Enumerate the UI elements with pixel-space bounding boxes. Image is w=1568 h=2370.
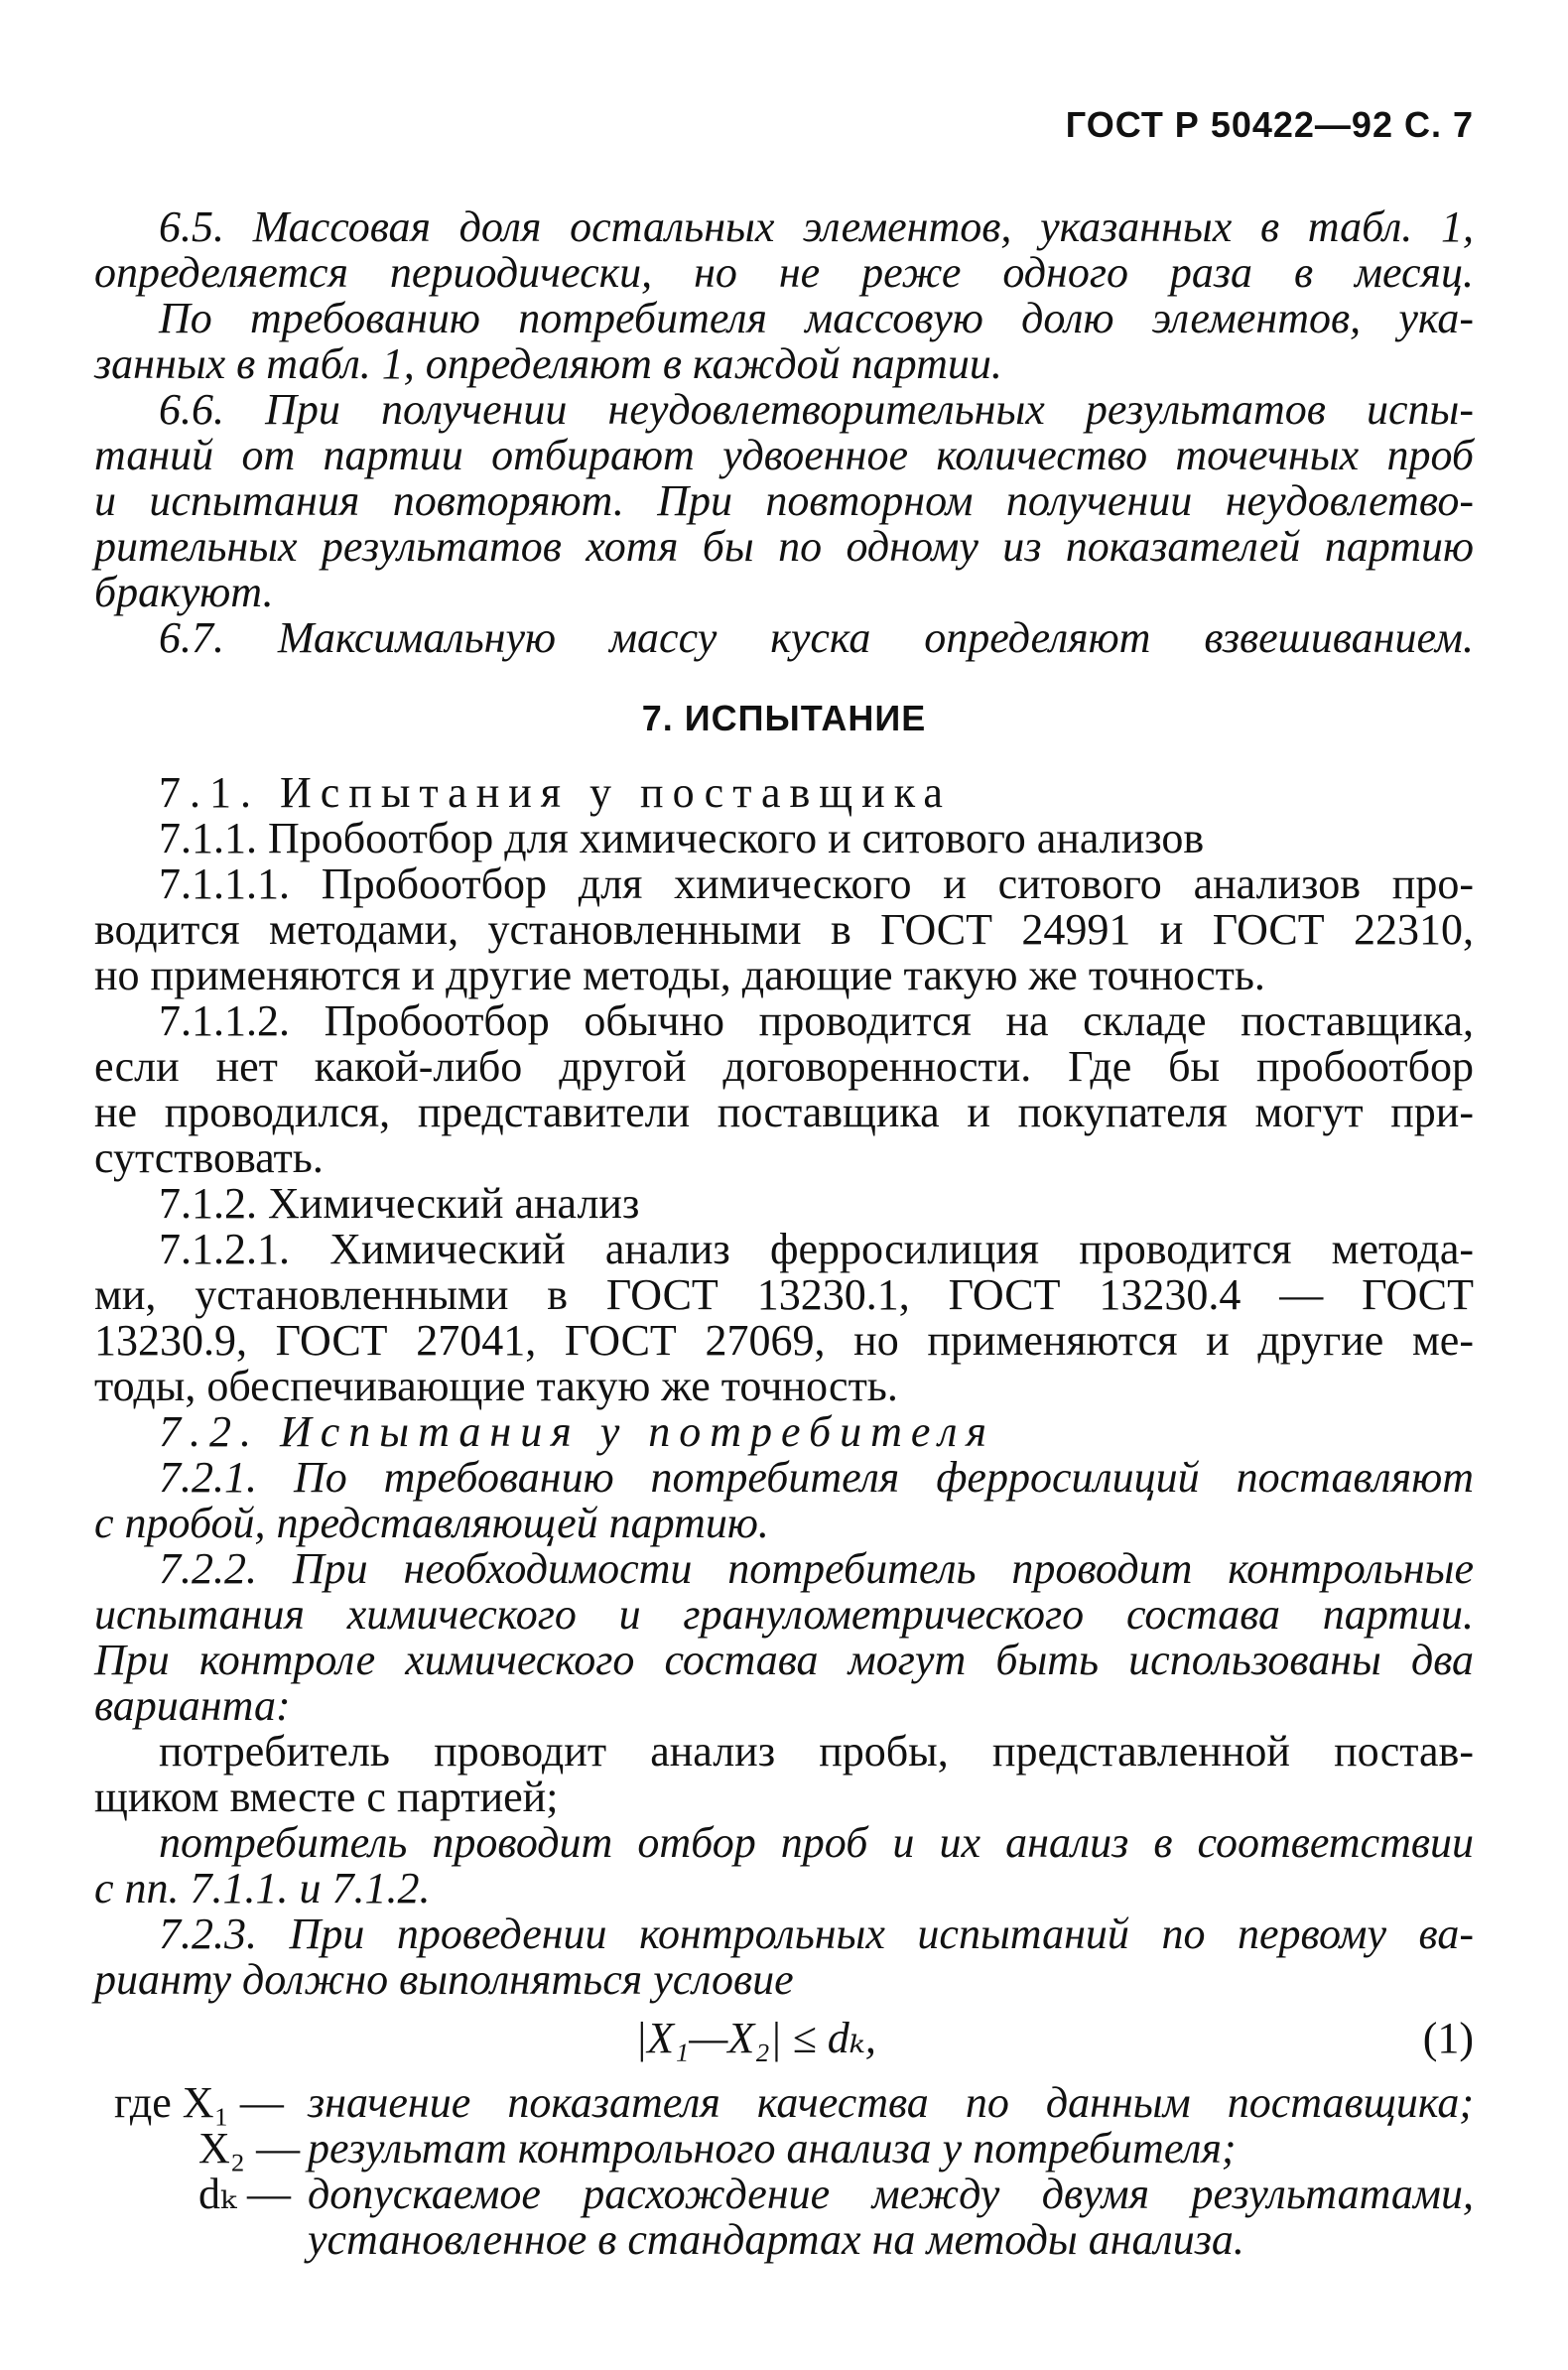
text-line: 6.7. Максимальную массу куска определяют взвешиванием.	[159, 613, 1474, 662]
text-line: но применяются и другие методы, дающие такую же точность.	[94, 951, 1265, 999]
text-line: с пп. 7.1.1. и 7.1.2.	[94, 1864, 431, 1912]
text-line: определяется периодически, но не реже одного раза в месяц.	[94, 248, 1474, 297]
x2-prefix: X₂ —	[198, 2124, 301, 2172]
text-line: занных в табл. 1, определяют в каждой партии.	[94, 339, 1002, 388]
text-line: ми, установленными в ГОСТ 13230.1, ГОСТ 13230.4 — ГОСТ	[94, 1270, 1474, 1319]
text-line: рительных результатов хотя бы по одному из показателей партию	[94, 522, 1474, 571]
text-line: 6.5. Массовая доля остальных элементов, указанных в табл. 1,	[159, 202, 1474, 251]
text-line: 13230.9, ГОСТ 27041, ГОСТ 27069, но применяются и другие ме-	[94, 1316, 1474, 1365]
text-line: 7.2.3. При проведении контрольных испытаний по первому ва-	[159, 1909, 1474, 1958]
subsection-heading: 7.1. Испытания у поставщика	[159, 768, 952, 817]
text-line: тоды, обеспечивающие такую же точность.	[94, 1362, 898, 1410]
page-header: ГОСТ Р 50422—92 С. 7	[1065, 104, 1474, 145]
definition-dk-cont: установленное в стандартах на методы анализа.	[308, 2215, 1244, 2264]
text-line: 7.1.1.2. Пробоотбор обычно проводится на складе поставщика,	[159, 996, 1474, 1045]
text-line: испытания химического и гранулометрического состава партии.	[94, 1590, 1474, 1639]
text-line: таний от партии отбирают удвоенное количество точечных проб	[94, 431, 1474, 479]
text-line: 6.6. При получении неудовлетворительных результатов испы-	[159, 385, 1474, 434]
text-line: варианта:	[94, 1681, 291, 1730]
dk-prefix: dₖ —	[198, 2170, 292, 2218]
equation: |X₁—X₂| ≤ dₖ,	[635, 2014, 876, 2062]
text-line: если нет какой-либо другой договоренности. Где бы пробоотбор	[94, 1042, 1474, 1091]
text-line: 7.1.2. Химический анализ	[159, 1179, 640, 1228]
text-line: с пробой, представляющей партию.	[94, 1499, 769, 1547]
text-line: щиком вместе с партией;	[94, 1773, 559, 1821]
text-line: рианту должно выполняться условие	[94, 1955, 794, 2004]
equation-number: (1)	[1422, 2014, 1474, 2062]
text-line: 7.1.1.1. Пробоотбор для химического и ситового анализов про-	[159, 859, 1474, 908]
where-prefix: где X₁ —	[114, 2078, 284, 2127]
text-line: бракуют.	[94, 568, 274, 616]
text-line: потребитель проводит отбор проб и их анализ в соответствии	[159, 1818, 1474, 1867]
definition-dk: допускаемое расхождение между двумя результатами,	[308, 2170, 1474, 2218]
text-line: При контроле химического состава могут быть использованы два	[94, 1636, 1474, 1684]
text-line: сутствовать.	[94, 1133, 324, 1182]
definition-x1: значение показателя качества по данным поставщика;	[308, 2078, 1474, 2127]
definition-x2: результат контрольного анализа у потребителя;	[308, 2124, 1237, 2172]
text-line: 7.1.2.1. Химический анализ ферросилиция проводится метода-	[159, 1225, 1474, 1273]
section-title: 7. ИСПЫТАНИЕ	[641, 698, 927, 738]
text-line: По требованию потребителя массовую долю элементов, ука-	[159, 294, 1474, 342]
text-line: 7.2.2. При необходимости потребитель проводит контрольные	[159, 1544, 1474, 1593]
text-line: и испытания повторяют. При повторном получении неудовлетво-	[94, 476, 1474, 525]
text-line: водится методами, установленными в ГОСТ 24991 и ГОСТ 22310,	[94, 905, 1474, 954]
text-line: потребитель проводит анализ пробы, представленной постав-	[159, 1727, 1474, 1776]
subsection-heading: 7.2. Испытания у потребителя	[159, 1407, 995, 1456]
text-line: 7.1.1. Пробоотбор для химического и ситового анализов	[159, 814, 1205, 862]
text-line: 7.2.1. По требованию потребителя ферросилиций поставляют	[159, 1453, 1474, 1502]
text-line: не проводился, представители поставщика и покупателя могут при-	[94, 1088, 1474, 1136]
